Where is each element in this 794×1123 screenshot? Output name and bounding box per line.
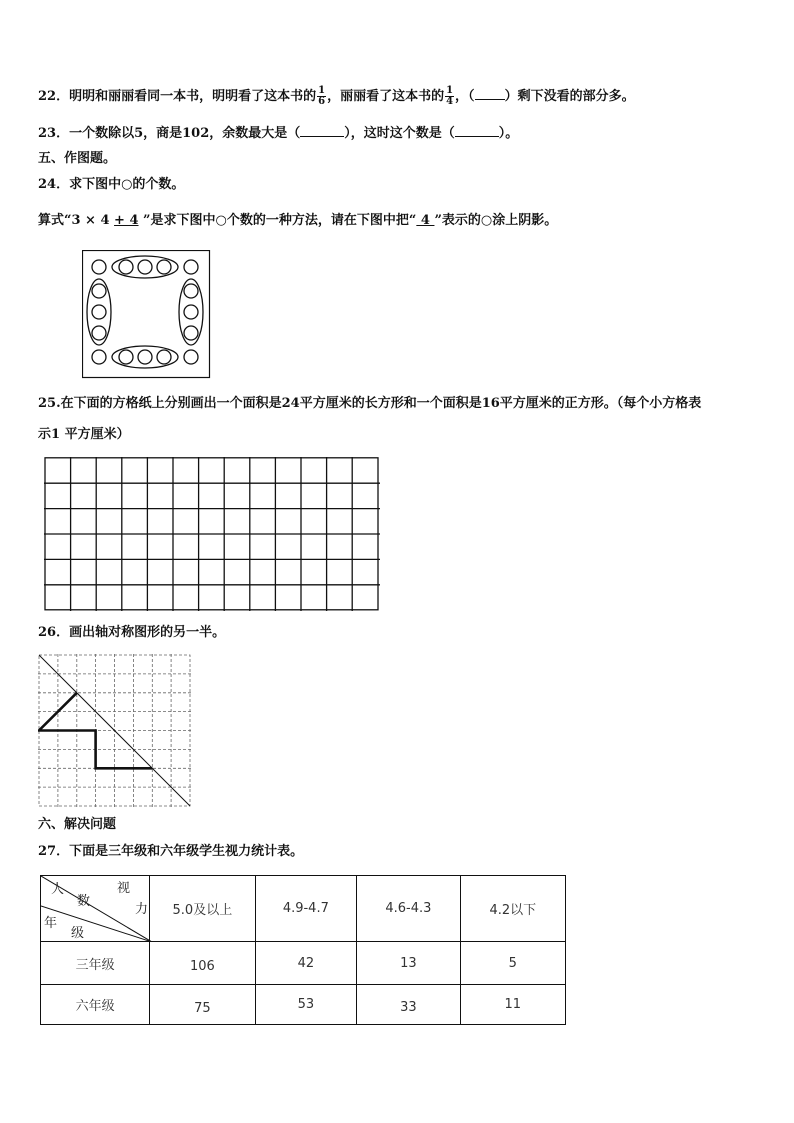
circle	[184, 350, 198, 364]
circle	[119, 260, 133, 274]
circle	[92, 260, 106, 274]
answer-blank-q22[interactable]	[475, 87, 505, 100]
table-cell: 11	[460, 985, 565, 1025]
square-grid-paper[interactable]	[44, 457, 380, 611]
column-header: 4.9-4.7	[255, 876, 357, 942]
symmetry-grid[interactable]	[38, 654, 192, 808]
question-23: 23．一个数除以5，商是102，余数最大是（ ），这时这个数是（ ）。	[38, 126, 519, 141]
column-header: 4.2以下	[460, 876, 565, 942]
section-6-heading: 六、解决问题	[38, 817, 117, 832]
answer-blank-remainder[interactable]	[300, 124, 344, 137]
question-24-title: 24．求下图中○的个数。	[38, 177, 185, 192]
corner-header-cell: 人 数 视 力 年 级	[41, 876, 150, 942]
table-cell: 75	[150, 985, 255, 1025]
fraction-one-sixth: $\frac{1}{6}$	[318, 85, 326, 107]
circle	[184, 260, 198, 274]
row-label: 三年级	[41, 942, 150, 985]
question-22: 22．明明和丽丽看同一本书，明明看了这本书的 $\frac{1}{6}$ ，丽丽看了这本书的 $\frac{1}{4}$ ，（ ）剩下没看的部分多。	[38, 85, 635, 107]
circle	[157, 260, 171, 274]
group-ellipse-left	[87, 279, 111, 345]
table-cell: 53	[255, 985, 357, 1025]
circle-figure[interactable]	[82, 250, 212, 380]
circle	[184, 305, 198, 319]
question-25-line2: 示1 平方厘米）	[38, 427, 130, 442]
section-5-heading: 五、作图题。	[38, 151, 117, 166]
circle	[92, 350, 106, 364]
row-label: 六年级	[41, 985, 150, 1025]
table-cell: 13	[357, 942, 461, 985]
circle	[184, 284, 198, 298]
circle	[92, 284, 106, 298]
answer-blank-number[interactable]	[455, 124, 499, 137]
table-cell: 33	[357, 985, 461, 1025]
question-27-title: 27．下面是三年级和六年级学生视力统计表。	[38, 844, 304, 859]
fraction-one-quarter: $\frac{1}{4}$	[446, 85, 454, 107]
circle	[138, 350, 152, 364]
circle	[184, 326, 198, 340]
q22-text: 22．明明和丽丽看同一本书，明明看了这本书的	[38, 89, 317, 104]
question-24-formula: 算式“3 × 4 + 4 ”是求下图中○个数的一种方法，请在下图中把“ 4 ”表示的○涂上阴影。	[38, 213, 558, 228]
table-row	[41, 942, 566, 985]
table-row	[41, 985, 566, 1025]
column-header: 5.0及以上	[150, 876, 255, 942]
group-ellipse-right	[179, 279, 203, 345]
circle	[92, 326, 106, 340]
question-26-title: 26．画出轴对称图形的另一半。	[38, 625, 226, 640]
group-ellipse-bottom	[112, 346, 178, 368]
table-cell: 5	[460, 942, 565, 985]
column-header: 4.6-4.3	[357, 876, 461, 942]
circle	[119, 350, 133, 364]
vision-statistics-table	[40, 875, 566, 1025]
table-cell: 42	[255, 942, 357, 985]
circle	[92, 305, 106, 319]
group-ellipse-top	[112, 256, 178, 278]
question-25-line1: 25.在下面的方格纸上分别画出一个面积是24平方厘米的长方形和一个面积是16平方厘米的正方形。（每个小方格表	[38, 396, 702, 411]
circle	[157, 350, 171, 364]
table-cell: 106	[150, 942, 255, 985]
circle	[138, 260, 152, 274]
